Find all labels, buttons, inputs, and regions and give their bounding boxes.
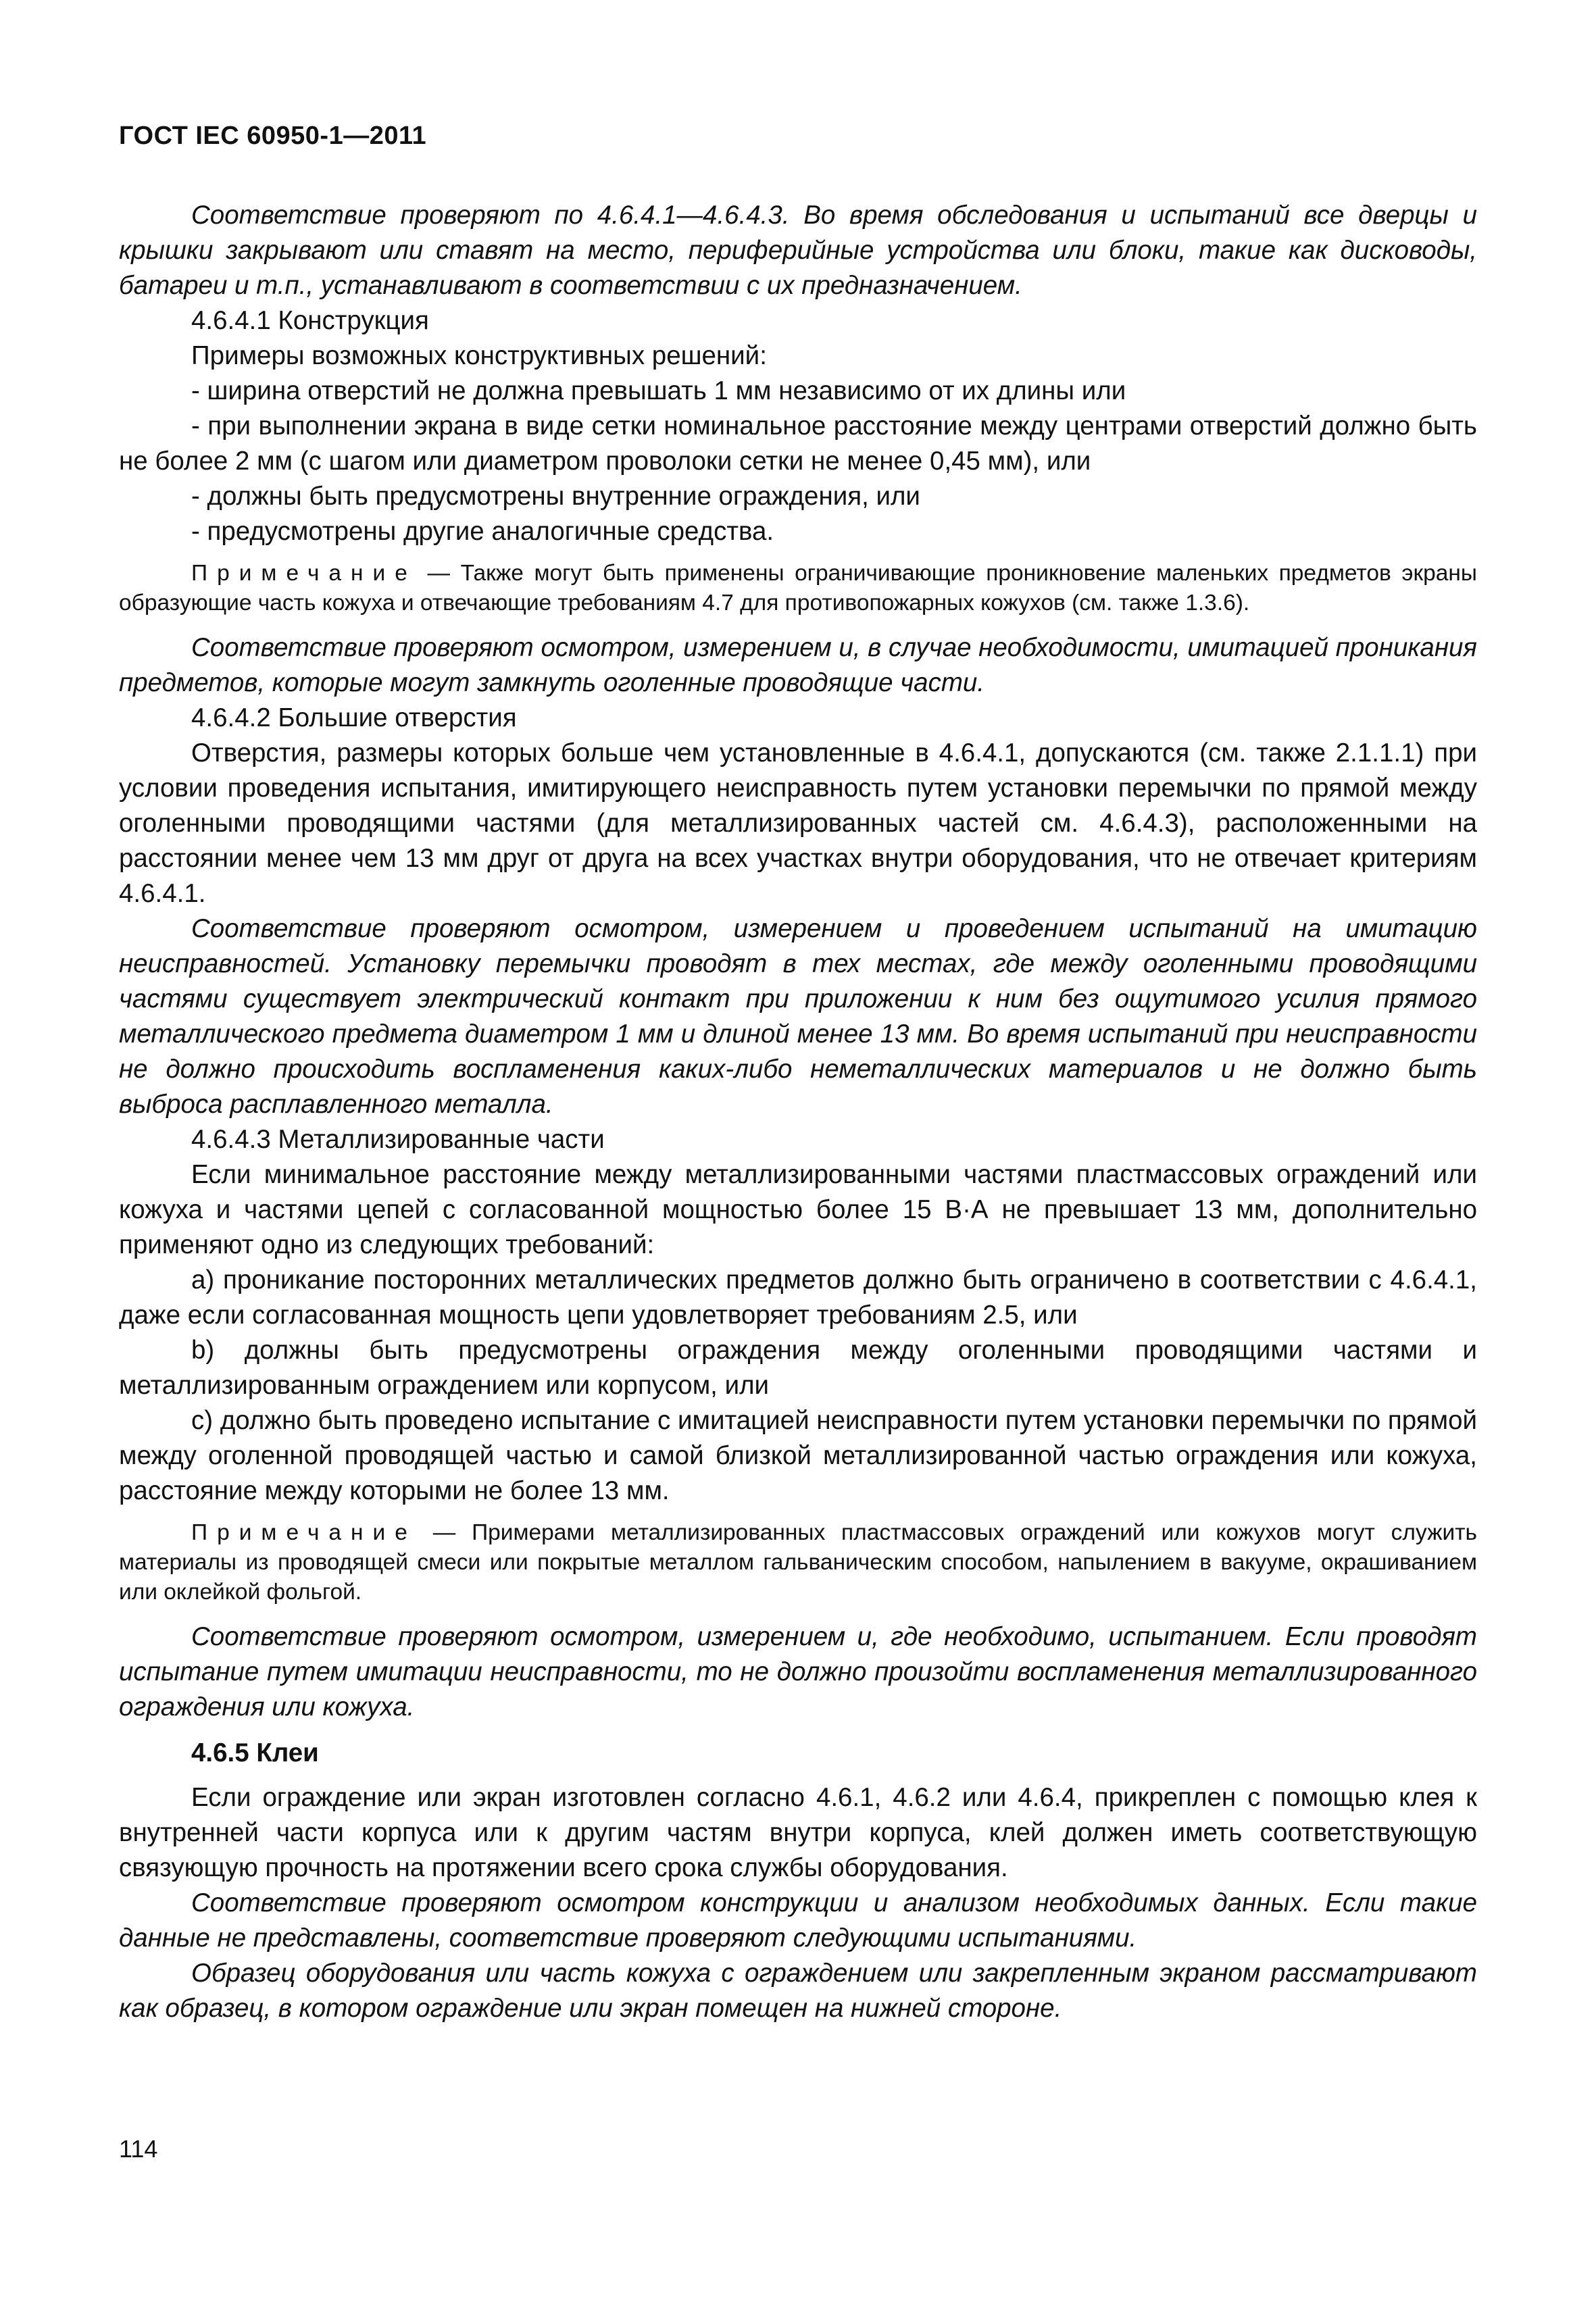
list-item: а) проникание посторонних металлических предметов должно быть ограничено в соответствии с 4.6.4.1, даже если согласованная мощность цепи удовлетворяет требованиям 2.5, или <box>119 1265 1477 1330</box>
paragraph-text: Если ограждение или экран изготовлен согласно 4.6.1, 4.6.2 или 4.6.4, прикреплен с помощью клея к внутренней части корпуса или к другим частям внутри корпуса, клей должен иметь соответствующую связующую прочность на протяжении всего срока службы оборудования. <box>119 1783 1477 1882</box>
document-header: ГОСТ IEC 60950-1—2011 <box>119 122 427 150</box>
section-title-4-6-4-1: 4.6.4.1 Конструкция <box>191 306 429 335</box>
paragraph-text: Если минимальное расстояние между металлизированными частями пластмассовых ограждений или кожуха и частями цепей с согласованной мощностью более 15 В·А не превышает 13 мм, дополнительно применяют одно из следующих требований: <box>119 1160 1477 1259</box>
note-label: Примечание <box>191 1520 417 1545</box>
compliance-paragraph: Соответствие проверяют осмотром, измерением и, где необходимо, испытанием. Если проводят испытание путем имитации неисправности, то не должно произойти воспламенения металлизированного ограждения или кожуха. <box>119 1622 1477 1721</box>
section-title-4-6-4-2: 4.6.4.2 Большие отверстия <box>191 703 517 732</box>
note-text: — Также могут быть применены ограничивающие проникновение маленьких предметов экраны образующие часть кожуха и отвечающие требованиям 4.7 для противопожарных кожухов (см. также 1.3.6). <box>119 561 1477 615</box>
list-item: - ширина отверстий не должна превышать 1 мм независимо от их длины или <box>191 376 1126 405</box>
note-label: Примечание <box>191 561 417 586</box>
paragraph-text: Примеры возможных конструктивных решений: <box>191 341 767 370</box>
note-text: — Примерами металлизированных пластмассовых ограждений или кожухов могут служить материалы из проводящей смеси или покрытые металлом гальваническим способом, напылением в вакууме, окрашиванием или оклейкой фольгой. <box>119 1520 1477 1605</box>
note-block <box>119 1518 1477 1607</box>
list-item: с) должно быть проведено испытание с имитацией неисправности путем установки перемычки по прямой между оголенной проводящей частью и самой близкой металлизированной частью ограждения или кожуха, расстояние между которыми не более 13 мм. <box>119 1406 1477 1505</box>
compliance-paragraph: Соответствие проверяют по 4.6.4.1—4.6.4.3. Во время обследования и испытаний все дверцы и крышки закрывают или ставят на место, периферийные устройства или блоки, такие как дисководы, батареи и т.п., устанавливают в соответствии с их предназначением. <box>119 201 1477 300</box>
list-item: - предусмотрены другие аналогичные средства. <box>191 517 774 546</box>
document-page <box>119 122 1477 2026</box>
section-title-4-6-5: 4.6.5 Клеи <box>191 1738 319 1767</box>
page-number: 114 <box>119 2135 158 2163</box>
section-title-4-6-4-3: 4.6.4.3 Металлизированные части <box>191 1125 605 1154</box>
compliance-paragraph: Образец оборудования или часть кожуха с ограждением или закрепленным экраном рассматривают как образец, в котором ограждение или экран помещен на нижней стороне. <box>119 1959 1477 2023</box>
list-item: - при выполнении экрана в виде сетки номинальное расстояние между центрами отверстий должно быть не более 2 мм (с шагом или диаметром проволоки сетки не менее 0,45 мм), или <box>119 411 1477 476</box>
paragraph-text: Отверстия, размеры которых больше чем установленные в 4.6.4.1, допускаются (см. также 2.1.1.1) при условии проведения испытания, имитирующего неисправность путем установки перемычки по прямой между оголенными проводящими частями (для металлизированных частей см. 4.6.4.3), расположенными на расстоянии менее чем 13 мм друг от друга на всех участках внутри оборудования, что не отвечает критериям 4.6.4.1. <box>119 738 1477 908</box>
compliance-paragraph: Соответствие проверяют осмотром, измерением и, в случае необходимости, имитацией проникания предметов, которые могут замкнуть оголенные проводящие части. <box>119 633 1477 697</box>
compliance-paragraph: Соответствие проверяют осмотром, измерением и проведением испытаний на имитацию неисправностей. Установку перемычки проводят в тех местах, где между оголенными проводящими частями существует электрический контакт при приложении к ним без ощутимого усилия прямого металлического предмета диаметром 1 мм и длиной менее 13 мм. Во время испытаний при неисправности не должно происходить воспламенения каких-либо неметаллических материалов и не должно быть выброса расплавленного металла. <box>119 914 1477 1119</box>
note-block <box>119 559 1477 618</box>
list-item: - должны быть предусмотрены внутренние ограждения, или <box>191 482 920 511</box>
list-item: b) должны быть предусмотрены ограждения между оголенными проводящими частями и металлизированным ограждением или корпусом, или <box>119 1336 1477 1400</box>
compliance-paragraph: Соответствие проверяют осмотром конструкции и анализом необходимых данных. Если такие данные не представлены, соответствие проверяют следующими испытаниями. <box>119 1888 1477 1953</box>
